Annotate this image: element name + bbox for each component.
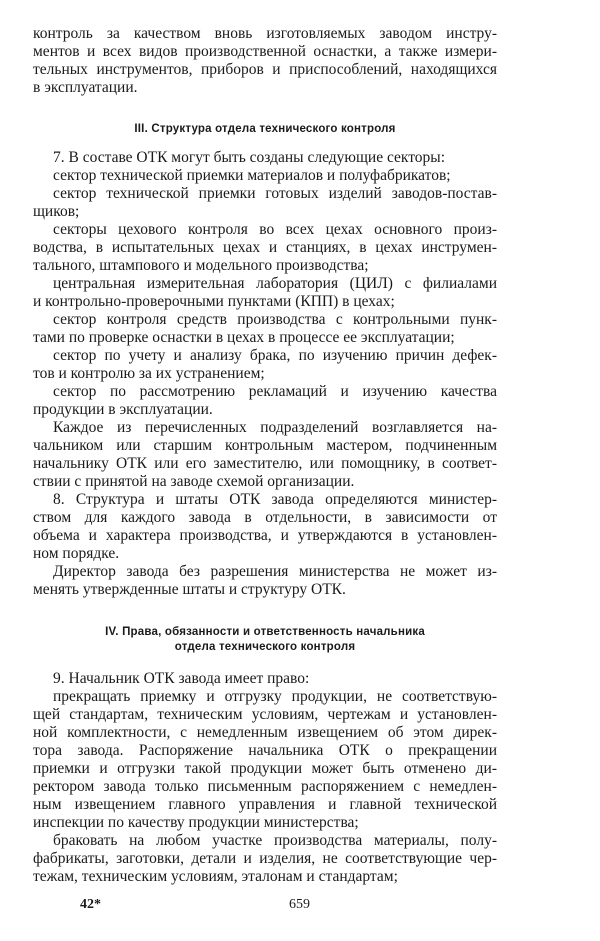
text-line: тежам, техническим условиям, эталонам и стандартам; xyxy=(33,868,398,885)
text-line: ном порядке. xyxy=(33,545,120,562)
text-line: контроль за качеством вновь изготовляемых заводом инстру- xyxy=(33,25,497,42)
section-4-heading-line: отдела технического контроля xyxy=(174,641,356,653)
text-line: прекращать приемку и отгрузку продукции, не соответствую- xyxy=(53,688,497,705)
text-line: тами по проверке оснастки в цехах в процессе ее эксплуатации; xyxy=(33,329,455,346)
text-line: щиков; xyxy=(33,203,80,220)
text-line: ством для каждого завода в отдельности, в зависимости от xyxy=(33,509,497,526)
text-line: сектор контроля средств производства с контрольными пунк- xyxy=(53,311,497,328)
text-line: тов и контролю за их устранением; xyxy=(33,365,265,382)
text-line: Директор завода без разрешения министерства не может из- xyxy=(53,563,497,580)
section-3-body xyxy=(33,149,497,599)
text-line: и контрольно-проверочными пунктами (КПП) в цехах; xyxy=(33,293,395,310)
text-line: тора завода. Распоряжение начальника ОТК о прекращении xyxy=(33,742,497,759)
text-line: тального, штампового и модельного производства; xyxy=(33,257,369,274)
text-line: сектор по рассмотрению рекламаций и изучению качества xyxy=(53,383,497,400)
section-3-heading: III. Структура отдела технического контроля xyxy=(134,123,396,135)
text-line: фабрикаты, заготовки, детали и изделия, не соответствующие чер- xyxy=(33,850,497,867)
section-4-heading xyxy=(33,625,497,655)
text-line: браковать на любом участке производства материалы, полу- xyxy=(53,832,497,849)
text-line: чальником или старшим контрольным мастером, подчиненным xyxy=(33,437,497,454)
text-line: ным извещением главного управления и главной технической xyxy=(33,796,497,813)
text-line: сектор технической приемки готовых изделий заводов-постав- xyxy=(53,185,497,202)
text-line: сектор по учету и анализу брака, по изучению причин дефек- xyxy=(53,347,497,364)
text-line: тельных инструментов, приборов и приспособлений, находящихся xyxy=(33,61,497,78)
section-4-heading-line: IV. Права, обязанности и ответственность начальника xyxy=(105,626,425,638)
text-line: ментов и всех видов производственной оснастки, а также измери- xyxy=(33,43,497,60)
text-line: сектор технической приемки материалов и полуфабрикатов; xyxy=(53,167,451,184)
text-line: 7. В составе ОТК могут быть созданы следующие секторы: xyxy=(53,149,446,166)
text-line: центральная измерительная лаборатория (ЦИЛ) с филиалами xyxy=(53,275,497,292)
text-line: секторы цехового контроля во всех цехах основного произ- xyxy=(53,221,497,238)
text-line: Каждое из перечисленных подразделений возглавляется на- xyxy=(53,419,497,436)
text-line: водства, в испытательных цехах и станциях, в цехах инструмен- xyxy=(33,239,497,256)
text-line: 9. Начальник ОТК завода имеет право: xyxy=(53,670,310,687)
section-4-body xyxy=(33,670,497,886)
text-line: ной комплектности, с немедленным извещением об этом дирек- xyxy=(33,724,497,741)
text-line: инспекции по качеству продукции министерства; xyxy=(33,814,359,831)
text-line: в эксплуатации. xyxy=(33,79,138,96)
text-line: приемки и отгрузки такой продукции может быть отменено ди- xyxy=(33,760,497,777)
intro-paragraph xyxy=(33,25,497,97)
page-number: 659 xyxy=(289,897,310,912)
signature-mark: 42* xyxy=(80,897,101,912)
text-line: ствии с принятой на заводе схемой организации. xyxy=(33,473,355,490)
text-line: продукции в эксплуатации. xyxy=(33,401,213,418)
text-line: начальнику ОТК или его заместителю, или помощнику, в соответ- xyxy=(33,455,497,472)
text-line: ректором завода только письменным распоряжением с немедлен- xyxy=(33,778,497,795)
text-line: 8. Структура и штаты ОТК завода определяются министер- xyxy=(53,491,497,508)
text-line: менять утвержденные штаты и структуру ОТК. xyxy=(33,581,346,598)
text-line: щей стандартам, техническим условиям, чертежам и установлен- xyxy=(33,706,497,723)
text-line: объема и характера производства, и утверждаются в установлен- xyxy=(33,527,497,544)
